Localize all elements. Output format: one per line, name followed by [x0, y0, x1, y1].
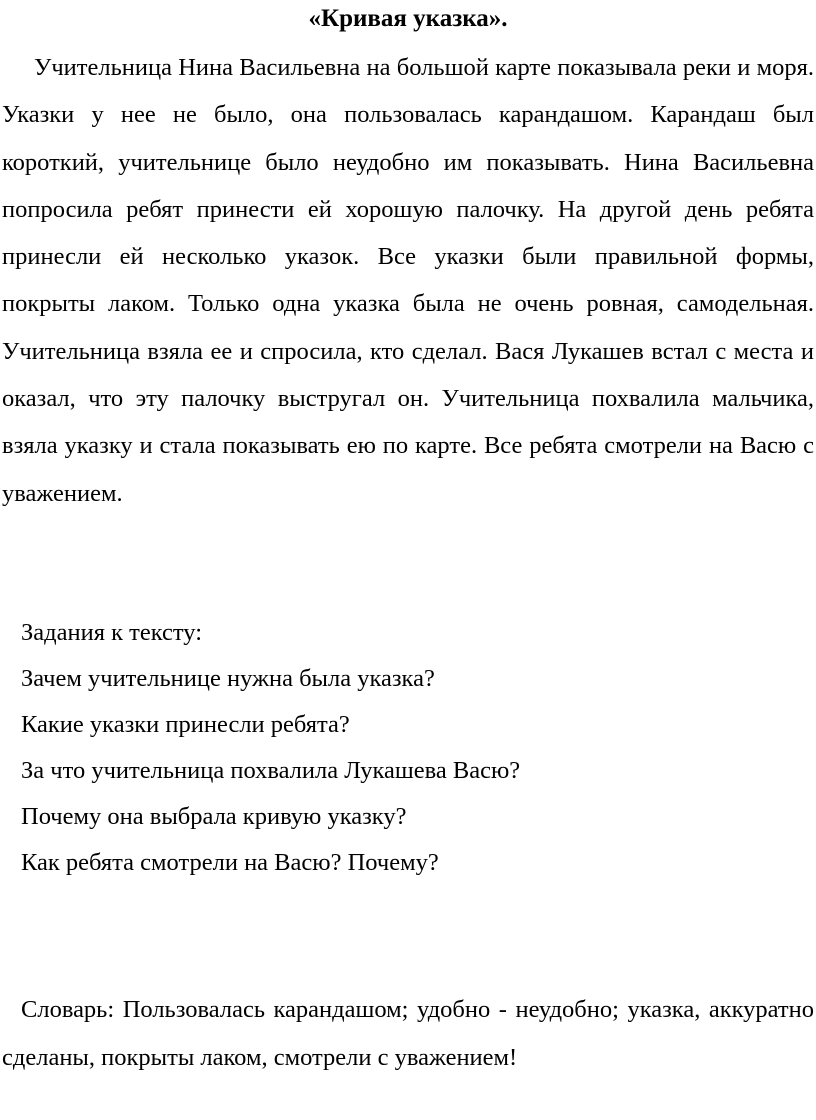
vocabulary-paragraph: Словарь: Пользовалась карандашом; удобно - неудобно; указка, аккуратно сделаны, покрыты лаком, смотрели с уважением! — [2, 996, 814, 1071]
story-paragraph: Учительница Нина Васильевна на большой карте показывала реки и моря. Указки у нее не было, она пользовалась карандашом. Карандаш был короткий, учительнице было неудобно им показывать. Нина Васильевна попросила ребят принести ей хорошую палочку. На другой день ребята принесли ей несколько указок. Все указки были правильной формы, покрыты лаком. Только одна указка была не очень ровная, самодельная. Учительница взяла ее и спросила, кто сделал. Вася Лукашев встал с места и оказал, что эту палочку выстругал он. Учительница похвалила мальчика, взяла указку и стала показывать ею по карте. Все ребята смотрели на Васю с уважением. — [2, 54, 814, 507]
tasks-section — [21, 610, 801, 886]
task-question: Как ребята смотрели на Васю? Почему? — [21, 849, 439, 876]
task-question: Зачем учительнице нужна была указка? — [21, 665, 435, 692]
task-question: За что учительница похвалила Лукашева Васю? — [21, 757, 521, 784]
document-title: «Кривая указка». — [308, 5, 508, 32]
task-question: Почему она выбрала кривую указку? — [21, 803, 407, 830]
tasks-heading: Задания к тексту: — [21, 619, 202, 646]
task-question: Какие указки принесли ребята? — [21, 711, 350, 738]
